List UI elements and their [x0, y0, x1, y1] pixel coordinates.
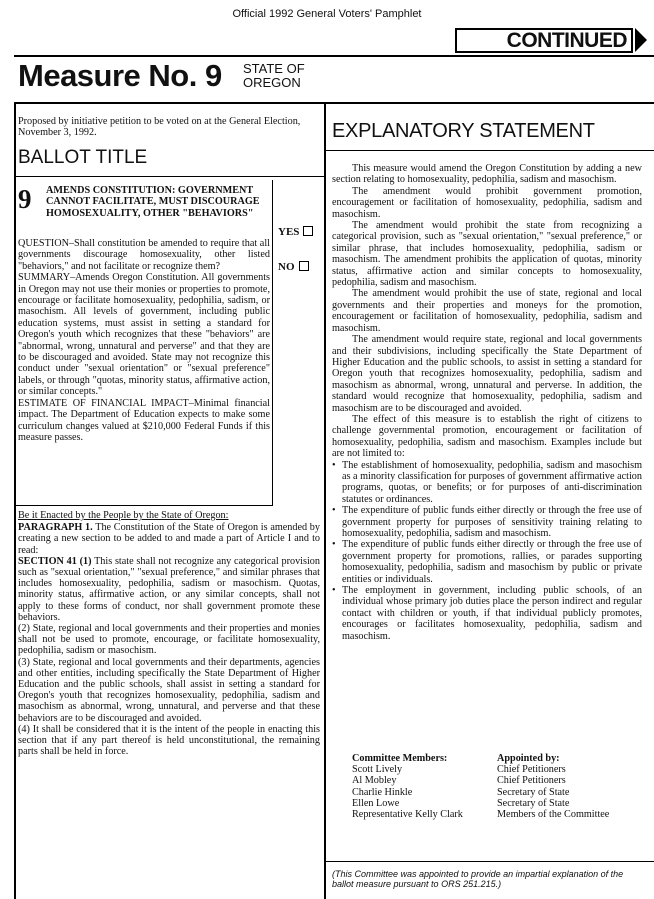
committee-members-heading: Committee Members: — [352, 753, 448, 764]
enacted-heading: Be it Enacted by the People by the State of Oregon: — [18, 510, 229, 521]
explanatory-heading: EXPLANATORY STATEMENT — [332, 120, 595, 142]
example-bullet: • The establishment of homosexuality, pedophilia, sadism and masochism as a minority classification for purposes of government affirmative action programs, quotas, or benefits; or for purposes of anti-discrimination statutes or ordinances. — [332, 460, 642, 506]
appointed-by-column — [497, 753, 642, 820]
example-bullet: • The employment in government, including public schools, of an individual whose primary job duties place the person indirect and regular contact with children or youth, if that individual publicly promotes, encourages or facilitates homosexuality, pedophilia, sadism and masochism. — [332, 585, 642, 642]
explanatory-rule — [324, 150, 654, 151]
state-line-2: OREGON — [243, 75, 301, 90]
footnote-rule — [324, 861, 654, 862]
section-41-text: This state shall not recognize any categorical provision such as "sexual orientation," "sexual preference," and similar phrases that includes homosexuality, pedophilia, sadism or masochism. Quotas, minority status, affirmative action, or any similar concepts, shall not apply to these forms of conduct, nor shall government promote these behaviors. — [18, 555, 320, 623]
committee-member: Al Mobley — [352, 775, 397, 787]
column-divider — [324, 104, 326, 899]
section-3: (3) State, regional and local governments and their departments, agencies and other entities, including specifically the State Department of Higher Education and the public schools, shall assist in setting a standard for Oregon's youth that recognizes homosexuality, pedophilia, sadism and masochism as abnormal, wrong, unnatural, and perverse and that these behaviors are to be discouraged and avoided. — [18, 656, 320, 724]
explanatory-paragraph: The amendment would prohibit the state from recognizing a categorical provision, such as "sexual orientation," "sexual preference," or similar phrase, that includes homosexuality, pedophilia, sadism or masochism. The amendment prohibits the application of quotas, minority status, affirmative action and similar concepts to homosexuality, pedophilia, sadism and masochism. — [332, 220, 642, 289]
explanatory-text — [332, 163, 642, 642]
appointed-by-entry: Members of the Committee — [497, 809, 610, 821]
explanatory-paragraph: This measure would amend the Oregon Constitution by adding a new section relating to homosexuality, pedophilia, sadism and masochism. — [332, 163, 642, 186]
appointed-by-heading: Appointed by: — [497, 753, 560, 764]
ballot-title-text — [18, 238, 270, 443]
appointed-by-entry: Secretary of State — [497, 786, 570, 798]
question-text: QUESTION–Shall constitution be amended to require that all governments discourage homosexuality, other listed "behaviors," and not facilitate or recognize them? — [18, 238, 270, 272]
footnote: (This Committee was appointed to provide an impartial explanation of the ballot measure pursuant to ORS 251.215.) — [332, 869, 624, 889]
continued-banner: CONTINUED — [455, 28, 633, 53]
paragraph-1-label: PARAGRAPH 1. — [18, 522, 93, 534]
no-label: NO — [278, 261, 295, 273]
ballot-title-rule — [14, 176, 324, 177]
section-4: (4) It shall be considered that it is the intent of the people in enacting this section that if any part thereof is held unconstitutional, the remaining parts shall be held in force. — [18, 723, 320, 758]
measure-title: Measure No. 9 — [18, 58, 222, 93]
top-rule — [14, 55, 654, 57]
ballot-title-heading: BALLOT TITLE — [18, 147, 148, 168]
committee-member: Ellen Lowe — [352, 797, 400, 809]
yes-label: YES — [278, 226, 300, 238]
state-line-1: STATE OF — [243, 61, 305, 76]
explanatory-paragraph: The amendment would prohibit the use of state, regional and local governments and their properties and moneys for the promotion, encouragement or facilitation of homosexuality, pedophilia, sadism and masochism. — [332, 288, 642, 334]
appointed-by-entry: Chief Petitioners — [497, 764, 566, 776]
pamphlet-header: Official 1992 General Voters' Pamphlet — [232, 8, 422, 20]
summary-text: SUMMARY–Amends Oregon Constitution. All governments in Oregon may not use their monies or properties to promote, encourage or facilitate homosexuality, pedophilia, sadism, or masochism. All levels of government, including public education systems, must assist in setting a standard for Oregon's youth which recognizes that these "behaviors" are "abnormal, wrong, unnatural and perverse" and that they are to be discouraged and avoided. State may not recognize this conduct under "sexual orientation" or "sexual preference" labels, or through "quotas, minority status, affirmative action, or similar concepts." — [18, 272, 270, 398]
ballot-number: 9 — [18, 184, 32, 214]
explanatory-paragraph: The effect of this measure is to establish the right of citizens to challenge governmental promotion, encouragement or facilitation of homosexuality, pedophilia, sadism and masochism. Examples include but are not limited to: — [332, 413, 642, 460]
appointed-by-entry: Chief Petitioners — [497, 775, 566, 787]
ballot-caption: AMENDS CONSTITUTION: GOVERNMENT CANNOT FACILITATE, MUST DISCOURAGE HOMOSEXUALITY, OTHER "BEHAVIORS" — [46, 185, 260, 219]
committee-members-column — [352, 753, 497, 820]
committee-member: Representative Kelly Clark — [352, 809, 463, 821]
explanatory-paragraph: The amendment would require state, regional and local governments and their subdivisions, including specifically the State Department of Higher Education and the public schools, to assist in setting a standard for Oregon youth that recognizes homosexuality, pedophilia, sadism and masochism as abnormal, wrong, unnatural and perverse. In addition, the standard would recognize that homosexuality, pedophilia, sadism and masochism are to be discouraged and avoided. — [332, 334, 642, 414]
state-label — [243, 62, 305, 90]
committee-member: Scott Lively — [352, 764, 403, 776]
example-bullet: • The expenditure of public funds either directly or through the free use of government property for purposes of sensitivity training relating to homosexuality, pedophilia, sadism and masochism. — [332, 505, 642, 539]
continued-arrow-icon — [635, 28, 647, 52]
example-bullet: • The expenditure of public funds either directly or through the free use of government property for promotions, rallies, or parades supporting homosexuality, pedophilia, sadism and masochism by public or private entities or individuals. — [332, 539, 642, 585]
no-checkbox[interactable] — [299, 261, 309, 271]
proposed-text: Proposed by initiative petition to be voted on at the General Election, November 3, 1992. — [18, 116, 301, 139]
paragraph-1 — [18, 522, 320, 556]
no-option — [278, 261, 309, 273]
yes-checkbox[interactable] — [303, 226, 313, 236]
section-41-label: SECTION 41 (1) — [18, 555, 92, 567]
yes-option — [278, 226, 313, 238]
estimate-text: ESTIMATE OF FINANCIAL IMPACT–Minimal financial impact. The Department of Education expects to make some curriculum changes valued at $210,000 Federal Funds if this measure passes. — [18, 397, 270, 443]
explanatory-paragraph: The amendment would prohibit government promotion, encouragement or facilitation of homosexuality, pedophilia, sadism and masochism. — [332, 185, 642, 220]
committee-member: Charlie Hinkle — [352, 786, 413, 798]
section-41 — [18, 556, 320, 623]
paragraph-1-text: The Constitution of the State of Oregon is amended by creating a new section to be added to and made a part of Article I and to read: — [18, 522, 320, 556]
section-2: (2) State, regional and local governments and their properties and monies shall not be used to promote, encourage, or facilitate homosexuality, pedophilia, sadism or masochism. — [18, 623, 320, 657]
enacted-text — [18, 510, 320, 757]
appointed-by-entry: Secretary of State — [497, 797, 570, 809]
